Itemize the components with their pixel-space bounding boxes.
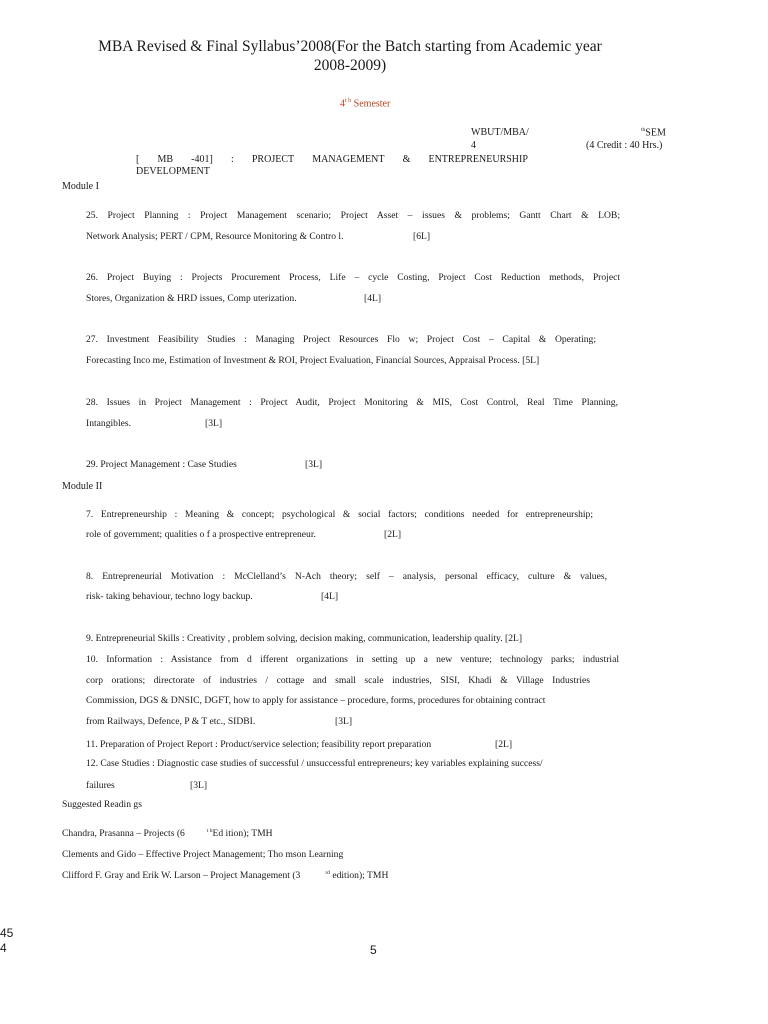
reading-3: Clifford F. Gray and Erik W. Larson – Project Management (3 $^{rd}$ edition); TMH bbox=[62, 870, 389, 881]
module-1-item-26-tag: [4L] bbox=[364, 293, 382, 304]
page-number-left-bottom: 4 bbox=[0, 941, 7, 955]
suggested-readings-heading: Suggested Readin gs bbox=[62, 799, 142, 810]
module-2-item-12-line2: failures bbox=[86, 780, 115, 791]
module-1-item-29-line1: 29. Project Management : Case Studies bbox=[86, 459, 237, 470]
wbut-number: 4 bbox=[471, 140, 476, 151]
module-2-item-10-line1: 10. Information : Assistance from d ifferent organizations in setting up a new venture; technology parks; industrial bbox=[86, 654, 619, 665]
module-1-item-27-line2: Forecasting Inco me, Estimation of Investment & ROI, Project Evaluation, Financial Sources, Appraisal Process. [5L] bbox=[86, 355, 540, 366]
course-code-line: [ MB -401] : PROJECT MANAGEMENT & ENTREPRENEURSHIP bbox=[136, 154, 528, 165]
page-number-left-top: 45 bbox=[0, 926, 14, 940]
module-1-item-27-line1: 27. Investment Feasibility Studies : Managing Project Resources Flo w; Project Cost – Capital & Operating; bbox=[86, 334, 596, 345]
course-code-line2: DEVELOPMENT bbox=[136, 166, 210, 177]
semester-label: $4^{t h}$ Semester bbox=[340, 98, 391, 110]
module-2-item-9: 9. Entrepreneurial Skills : Creativity , problem solving, decision making, communication, leadership quality. [2L] bbox=[86, 633, 523, 644]
module-2-item-7-line1: 7. Entrepreneurship : Meaning & concept; psychological & social factors; conditions needed for entrepreneurship; bbox=[86, 509, 593, 520]
module-2-item-8-line2: risk- taking behaviour, techno logy backup. bbox=[86, 591, 253, 602]
module-2-item-8-tag: [4L] bbox=[321, 591, 339, 602]
module-2-item-11: 11. Preparation of Project Report : Product/service selection; feasibility report preparation bbox=[86, 739, 432, 750]
module-1-heading: Module I bbox=[62, 181, 99, 192]
module-2-item-10-line4: from Railways, Defence, P & T etc., SIDBI. bbox=[86, 716, 256, 727]
module-2-item-7-line2: role of government; qualities o f a prospective entrepreneur. bbox=[86, 529, 316, 540]
module-2-item-8-line1: 8. Entrepreneurial Motivation : McClelland’s N-Ach theory; self – analysis, personal efficacy, culture & values, bbox=[86, 571, 607, 582]
module-2-item-10-line2: corp orations; directorate of industries / cottage and small scale industries, SISI, Khadi & Village Industries bbox=[86, 675, 590, 686]
credit-hours: (4 Credit : 40 Hrs.) bbox=[586, 140, 663, 151]
reading-1: Chandra, Prasanna – Projects (6 $^{t h}$Ed ition); TMH bbox=[62, 828, 273, 839]
page-title-line1: MBA Revised & Final Syllabus’2008(For the Batch starting from Academic year bbox=[98, 38, 602, 55]
page-number-center: 5 bbox=[370, 943, 377, 957]
sem-label: $^{th}$SEM bbox=[641, 127, 666, 139]
module-1-item-26-line2: Stores, Organization & HRD issues, Comp uterization. bbox=[86, 293, 297, 304]
reading-2: Clements and Gido – Effective Project Management; Tho mson Learning bbox=[62, 849, 344, 860]
module-2-item-11-tag: [2L] bbox=[495, 739, 513, 750]
module-1-item-28-tag: [3L] bbox=[205, 418, 223, 429]
module-2-item-10-tag: [3L] bbox=[335, 716, 353, 727]
module-2-item-10-line3: Commission, DGS & DNSIC, DGFT, how to apply for assistance – procedure, forms, procedures for obtaining contract bbox=[86, 695, 546, 706]
module-1-item-28-line2: Intangibles. bbox=[86, 418, 132, 429]
module-1-item-25-line1: 25. Project Planning : Project Management scenario; Project Asset – issues & problems; Gantt Chart & LOB; bbox=[86, 210, 620, 221]
module-1-item-25-tag: [6L] bbox=[413, 231, 431, 242]
module-2-item-12-line1: 12. Case Studies : Diagnostic case studies of successful / unsuccessful entrepreneurs; key variables explaining success/ bbox=[86, 758, 543, 769]
module-2-item-12-tag: [3L] bbox=[190, 780, 208, 791]
module-1-item-25-line2: Network Analysis; PERT / CPM, Resource Monitoring & Contro l. bbox=[86, 231, 344, 242]
module-1-item-28-line1: 28. Issues in Project Management : Project Audit, Project Monitoring & MIS, Cost Control, Real Time Planning, bbox=[86, 397, 618, 408]
module-2-heading: Module II bbox=[62, 481, 103, 492]
wbut-code: WBUT/MBA/ bbox=[471, 127, 529, 138]
module-1-item-26-line1: 26. Project Buying : Projects Procurement Process, Life – cycle Costing, Project Cost Reduction methods, Project bbox=[86, 272, 620, 283]
module-1-item-29-tag: [3L] bbox=[305, 459, 323, 470]
module-2-item-7-tag: [2L] bbox=[384, 529, 402, 540]
page-title-line2: 2008-2009) bbox=[313, 57, 387, 74]
